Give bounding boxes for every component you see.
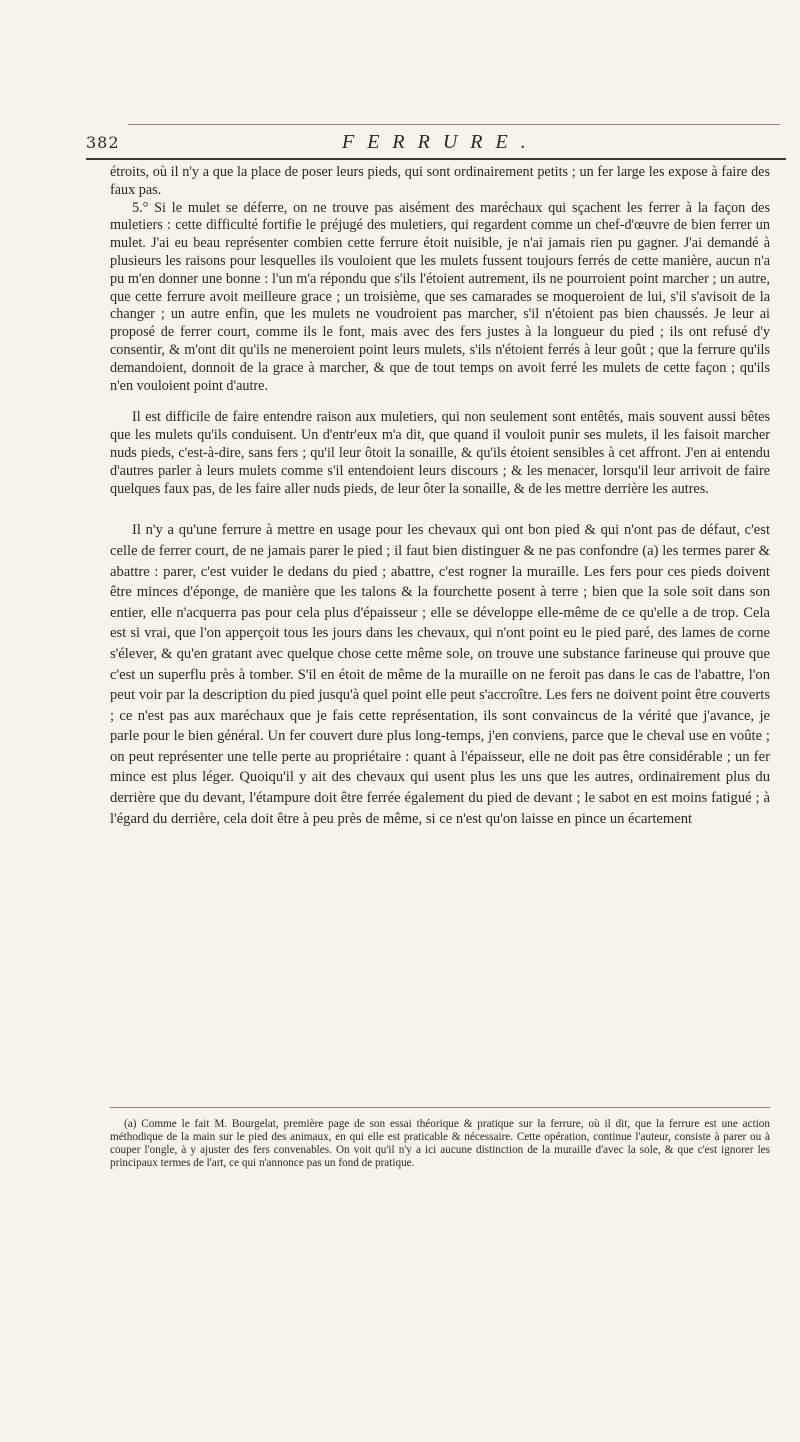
header-rule xyxy=(86,158,786,160)
paragraph-muleteers: Il est difficile de faire entendre raison aux muletiers, qui non seulement sont entêtés, mais souvent aussi bêtes que les mulets qu'ils conduisent. Un d'entr'eux m'a dit, que quand il vouloit punir ses mulets, il les faisoit marcher nuds pieds, c'est-à-dire, sans fers ; qu'il leur ôtoit la sonaille, & qu'ils étoient sensibles à cet affront. J'en ai entendu d'autres parler à leurs mulets comme s'il entendoient leurs discours ; & les menacer, lorsqu'il leur arrivoit de faire quelques faux pas, de les faire aller nuds pieds, de leur ôter la sonaille, & de les mettre derrière les autres. xyxy=(110,409,770,497)
paragraph-short-shoeing: Il n'y a qu'une ferrure à mettre en usage pour les chevaux qui ont bon pied & qui n'ont pas de défaut, c'est celle de ferrer court, de ne jamais parer le pied ; il faut bien distinguer & ne pas confondre (a) les termes parer & abattre : parer, c'est vuider le dedans du pied ; abattre, c'est rogner la muraille. Les fers pour ces pieds doivent être minces d'éponge, de manière que les talons & la fourchette posent à terre ; bien que la sole soit dans son entier, elle n'acquerra pas pour cela plus d'épaisseur ; elle se développe elle-même de ce qu'elle a de trop. Cela est si vrai, que l'on apperçoit tous les jours dans les chevaux, qui n'ont point eu le pied paré, des lames de corne s'élever, & qu'en gratant avec quelque chose cette même sole, on trouve une substance farineuse qui prouve que c'est un superflu près à tomber. S'il en étoit de même de la muraille on ne feroit pas dans le cas de l'abattre, l'on peut voir par la description du pied jusqu'à quel point elle peut s'accroître. Les fers ne doivent point être couverts ; ce n'est pas aux maréchaux que je fais cette représentation, ils sont convaincus de la vérité que j'avance, je parle pour le bien général. Un fer couvert dure plus long-temps, j'en conviens, parce que le cheval use en voûte ; on peut représenter une telle perte au propriétaire : quant à l'épaisseur, elle ne doit pas être considérable ; un fer mince est plus léger. Quoiqu'il y ait des chevaux qui usent plus les uns que les autres, ordinairement plus du derrière que du devant, l'étampure doit être ferrée également du pied de devant ; le sabot en est moins fatigué ; à l'égard du derrière, cela doit être à peu près de même, si ce n'est qu'on laisse en pince un écartement xyxy=(110,522,770,827)
page-header xyxy=(86,131,786,157)
top-rule xyxy=(128,124,780,125)
running-title: FERRURE. xyxy=(342,131,539,153)
footnote-rule xyxy=(110,1107,770,1108)
main-text xyxy=(110,164,770,829)
footnote xyxy=(110,1118,770,1170)
page-number: 382 xyxy=(86,133,120,152)
footnote-text: (a) Comme le fait M. Bourgelat, première page de son essai théorique & pratique sur la ferrure, où il dit, que la ferrure est une action méthodique de la main sur le pied des animaux, en qui elle est praticable & nécessaire. Cette opération, continue l'auteur, consiste à parer ou à couper l'ongle, à y ajuster des fers convenables. On voit qu'il n'y a ici aucune distinction de la muraille d'avec la sole, & que c'est ignorer les principaux termes de l'art, ce qui n'annonce pas un fond de pratique. xyxy=(110,1118,770,1169)
paragraph-continuation: étroits, où il n'y a que la place de poser leurs pieds, qui sont ordinairement petits ; un fer large les expose à faire des faux pas. xyxy=(110,164,770,198)
paragraph-point-5: 5.° Si le mulet se déferre, on ne trouve pas aisément des maréchaux qui sçachent les ferrer à la façon des muletiers : cette difficulté fortifie le préjugé des muletiers, qui regardent comme un chef-d'œuvre de bien ferrer un mulet. J'ai eu beau représenter combien cette ferrure étoit nuisible, je n'ai jamais rien pu gagner. J'ai demandé à plusieurs les raisons pour lesquelles ils vouloient que les mulets fussent toujours ferrés de cette manière, aucun n'a pu m'en donner une bonne : l'un m'a répondu que s'ils l'étoient autrement, ils ne pourroient point marcher ; un autre, que cette ferrure avoit meilleure grace ; un troisième, que ses camarades se moqueroient de lui, s'il s'avisoit de la changer ; un autre enfin, que les mulets ne voudroient pas marcher, s'il n'étoient pas bien chaussés. Je leur ai proposé de ferrer court, comme ils le font, mais avec des fers justes à la longueur du pied ; ils ont refusé d'y consentir, & m'ont dit qu'ils ne meneroient point leurs mulets, s'ils n'étoient ferrés à leur goût ; que la ferrure qu'ils demandoient, donnoit de la grace à marcher, & que de tout temps on avoit ferré les mulets de cette façon ; qu'ils n'en vouloient point d'autre. xyxy=(110,199,770,394)
